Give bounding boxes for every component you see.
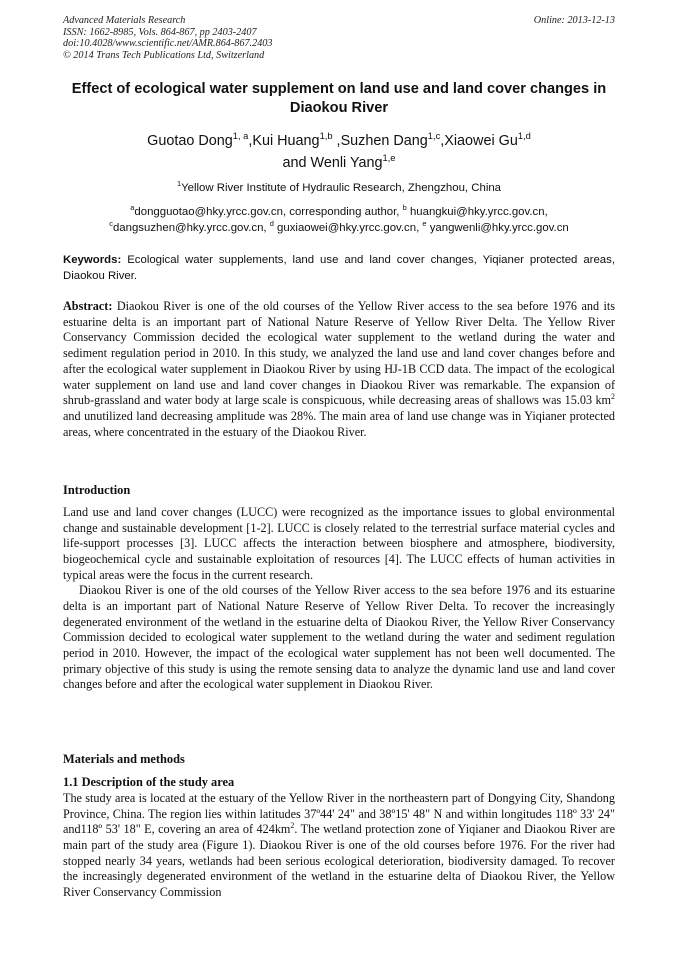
email-e[interactable]: yangwenli@hky.yrcc.gov.cn <box>429 221 569 234</box>
affiliation-mark: 1 <box>176 179 182 189</box>
author-affil-mark: 1,c <box>427 131 441 142</box>
abstract: Abstract: Diaokou River is one of the old courses of the Yellow River access to the sea before 1976 and its estuarine delta is an important part of National Nature Reserve of Yellow River Delta. The Yellow River Conservancy Commission decided the ecological water supplement to the wetland during the water and sediment regulation period in 2010. In this study, we analyzed the land use and land cover changes before and after the ecological water supplement in Diaokou River by using HJ-1B CCD data. The impact of the ecological water supplement on land use and land cover changes in Diaokou River was remarkable. The expansion of shrub-grassland and water body at large scale is conspicuous, while decreasing areas of shallows was 15.03 $km^2$ and unutilized land decreasing amplitude was 28%. The main area of land use change was in Yiqianer protected areas, where concentrated in the estuary of the Diaokou River. <box>63 299 615 439</box>
author-name: Xiaowei Gu <box>444 133 518 149</box>
affiliation-text: Yellow River Institute of Hydraulic Research, Zhengzhou, China <box>181 182 502 194</box>
author-joiner: and <box>282 155 307 171</box>
paper-title: Effect of ecological water supplement on land use and land cover changes in Diaokou River <box>71 81 607 116</box>
affiliation <box>63 181 615 196</box>
issn-line: ISSN: 1662-8985, Vols. 864-867, pp 2403-2407 <box>63 26 257 38</box>
section-heading-methods: Materials and methods <box>63 752 185 766</box>
author-name: Guotao Dong <box>147 133 233 149</box>
email-b[interactable]: huangkui@hky.yrcc.gov.cn, <box>409 206 548 218</box>
author-affil-mark: 1, a <box>232 131 249 142</box>
keywords <box>63 253 615 284</box>
online-date: Online: 2013-12-13 <box>533 15 615 26</box>
author-name: Kui Huang <box>252 133 320 149</box>
email-c[interactable]: dangsuzhen@hky.yrcc.gov.cn, <box>112 221 267 234</box>
methods-body <box>63 791 615 901</box>
email-d[interactable]: guxiaowei@hky.yrcc.gov.cn, <box>277 221 420 234</box>
doi-line[interactable]: doi:10.4028/www.scientific.net/AMR.864-867.2403 <box>63 38 273 50</box>
introduction-body <box>63 505 615 693</box>
abstract-label: Abstract: <box>63 299 113 313</box>
copyright-line: © 2014 Trans Tech Publications Ltd, Switzerland <box>63 49 265 61</box>
paragraph: Land use and land cover changes (LUCC) were recognized as the importance issues to global environmental change and sustainable development [1-2]. LUCC is closely related to the terrestrial surface material cycles and life-support processes [3]. LUCC affects the interaction between biosphere and atmosphere, biodiversity, biogeochemical cycle and sustainable exploitation of resources [4]. The LUCC effects of human activities in typical areas were the focus in the current research. <box>63 505 615 582</box>
paragraph: Diaokou River is one of the old courses of the Yellow River access to the sea before 1976 and its estuarine delta is an important part of National Nature Reserve of Yellow River Delta. To recover the increasingly degenerated environment of the wetland in the estuarine delta of Diaokou River, the Yellow River Conservancy Commission decided to ecological water supplement to the wetland during the water and sediment regulation period in 2010. However, the impact of the ecological water supplement has not been well documented. The primary objective of this study is using the remote sensing data to analyze the dynamic land use and land cover changes before and after the ecological water supplement in Diaokou River. <box>63 583 615 692</box>
section-heading-introduction: Introduction <box>63 483 131 497</box>
paragraph: The study area is located at the estuary of the Yellow River in the northeastern part of Dongying City, Shandong Province, China. The region lies within latitudes 37º44' 24" and 38º15' 48" N and within longitudes 118º 33' 24" and118º 53' 18" E, covering an area of $424km^2$. The wetland protection zone of Yiqianer and Diaokou River are main part of the study area (Figure 1). Diaokou River is one of the old courses before 1976. For the river had stopped nearly 34 years, wetlands had been serious ecological deterioration, biodiversity damaged. To recover the increasingly degenerated environment of the wetland in the estuarine delta of Diaokou River, the Yellow River Conservancy Commission <box>63 791 615 899</box>
journal-header <box>63 15 615 61</box>
keywords-text: Ecological water supplements, land use and land cover changes, Yiqianer protected areas, Diaokou River. <box>63 254 615 282</box>
subsection-heading: 1.1 Description of the study area <box>63 775 235 789</box>
keywords-label: Keywords: <box>63 254 122 266</box>
author-name: Wenli Yang <box>310 155 383 171</box>
author-affil-mark: 1,b <box>319 131 333 142</box>
author-affil-mark: 1,e <box>382 153 396 164</box>
journal-name: Advanced Materials Research <box>63 15 186 26</box>
author-list: Guotao Dong$^{1, a}$,Kui Huang$^{1,b}$ ,Suzhen Dang$^{1,c}$,Xiaowei Gu$^{1,d}$ and Wenli Yang$^{1,e}$ <box>147 131 531 171</box>
email-a[interactable]: dongguotao@hky.yrcc.gov.cn, corresponding author, <box>134 206 400 218</box>
author-name: Suzhen Dang <box>340 133 428 149</box>
email-list: $^a$dongguotao@hky.yrcc.gov.cn, corresponding author, $^b$ huangkui@hky.yrcc.gov.cn, $^c$dangsuzhen@hky.yrcc.gov.cn, $^d$ guxiaowei@hky.yrcc.gov.cn, $^e$ yangwenli@hky.yrcc.gov.cn <box>109 203 569 234</box>
author-affil-mark: 1,d <box>517 131 531 142</box>
